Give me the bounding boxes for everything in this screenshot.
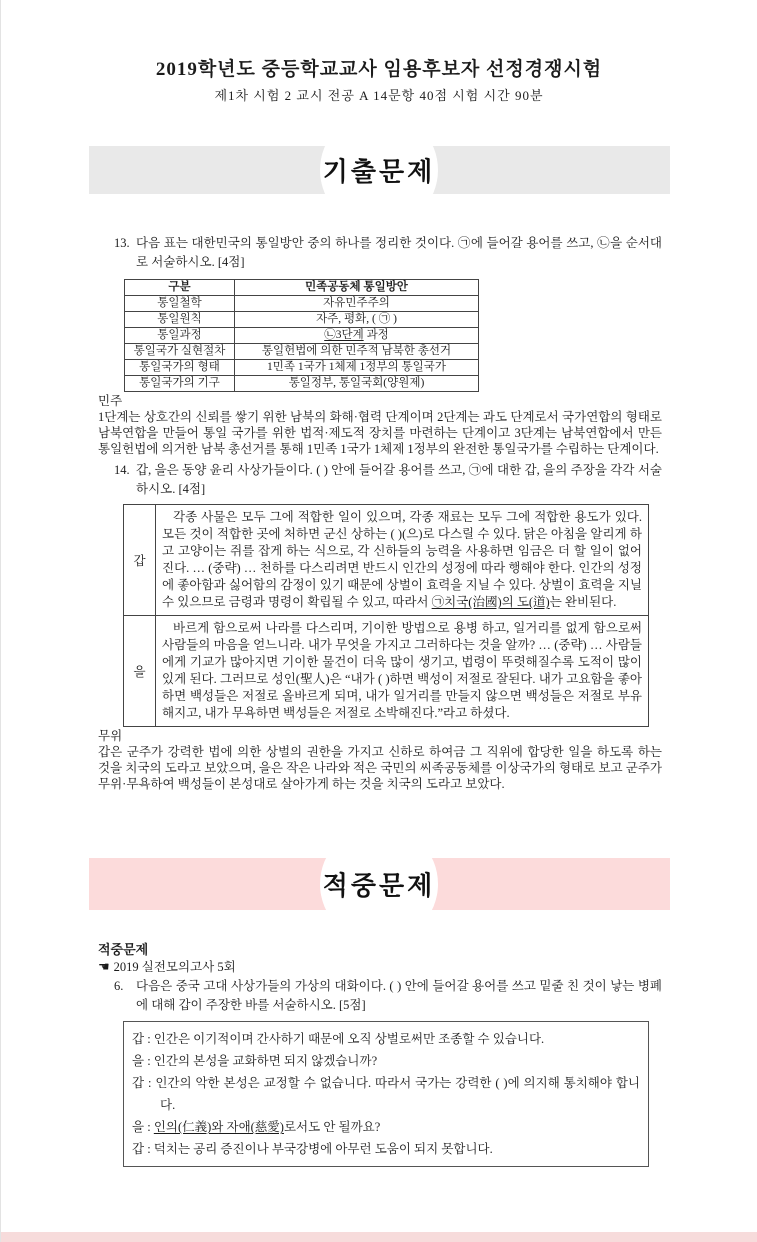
q13-answer-explanation: 1단계는 상호간의 신뢰를 쌓기 위한 남북의 화해·협력 단계이며 2단계는 과도 단계로서 국가연합의 형태로 남북연합을 만들어 통일 국가를 위한 법적·제도적 장치를 마련하는 단계이고 3단계는 남북연합에서 만든 통일헌법에 의거한 남북 총선거를 통해 1민족 1국가 1체제 1정부의 완전한 통일국가를 수립하는 단계이다.: [98, 410, 662, 456]
past-questions-banner-label: 기출문제: [322, 156, 436, 187]
dialogue-line: 을 : 인의(仁義)와 자애(慈愛)로서도 안 될까요?: [132, 1120, 381, 1134]
table-row: [125, 344, 479, 360]
row-label: 통일국가의 형태: [125, 360, 235, 376]
document-header: [1, 0, 757, 105]
question-13-number: 13.: [114, 236, 130, 250]
dialogue-line: 을 : 인간의 본성을 교화하면 되지 않겠습니까?: [132, 1054, 378, 1068]
question-14-number: 14.: [114, 463, 130, 477]
question-6-prompt: [114, 977, 662, 1015]
past-questions-banner: [89, 146, 670, 194]
passage-text-eul: 바르게 함으로써 나라를 다스리며, 기이한 방법으로 용병 하고, 일거리를 없게 함으로써 사람들의 마음을 얻느니라. 내가 무엇을 가지고 그러하다는 것을 알까? … (중략) … 사람들에게 기교가 많아지면 기이한 물건이 더욱 많이 생기고, 법령이 뚜렷해질수록 도적이 많이 있게 된다. 그러므로 성인(聖人)은 “내가 ( )하면 백성이 저절로 잘된다. 내가 고요함을 좋아하면 백성들은 저절로 올바르게 되며, 내가 일거리를 만들지 않으면 백성들은 저절로 부유 해지고, 내가 무욕하면 백성들은 저절로 소박해진다.”라고 하셨다.: [156, 616, 649, 727]
mock-exam-source-text: 2019 실전모의고사 5회: [113, 960, 236, 974]
dialogue-line: 갑 : 인간의 악한 본성은 교정할 수 없습니다. 따라서 국가는 강력한 ( )에 의지해 통치해야 합니다.: [132, 1076, 640, 1112]
row-value: 통일헌법에 의한 민주적 남북한 총선거: [235, 344, 479, 360]
row-value: ㉡3단계 과정: [235, 328, 479, 344]
q13-answer-term: 민주: [98, 394, 123, 408]
dialogue-line: 갑 : 인간은 이기적이며 간사하기 때문에 오직 상벌로써만 조종할 수 있습니다.: [132, 1032, 545, 1046]
row-label: 통일국가의 기구: [125, 376, 235, 392]
row-label: 통일원칙: [125, 312, 235, 328]
table-row: [125, 328, 479, 344]
row-value: 자주, 평화, ( ㉠ ): [235, 312, 479, 328]
footer-pink-strip: [1, 1232, 757, 1242]
predicted-questions-banner-label: 적중문제: [322, 870, 436, 901]
predicted-questions-banner: [89, 858, 670, 910]
table-row: [125, 360, 479, 376]
question-13-prompt: [114, 234, 662, 272]
question-6-prompt-text: 다음은 중국 고대 사상가들의 가상의 대화이다. ( ) 안에 들어갈 용어를 쓰고 밑줄 친 것이 낳는 병폐에 대해 갑이 주장한 바를 서술하시오. [5점]: [136, 979, 662, 1012]
passage-row-eul: [124, 616, 649, 727]
thinkers-passage-table: [123, 504, 649, 727]
table-row: [125, 296, 479, 312]
q14-answer-term: 무위: [98, 729, 123, 743]
mock-exam-source-line: [98, 959, 662, 975]
table-header-row: [125, 280, 479, 296]
question-6-number: 6.: [114, 979, 124, 993]
table-row: [125, 312, 479, 328]
row-value: 자유민주주의: [235, 296, 479, 312]
question-14-prompt: [114, 461, 662, 499]
row-label: 통일국가 실현절차: [125, 344, 235, 360]
dialogue-line: 갑 : 덕치는 공리 증진이나 부국강병에 아무런 도움이 되지 못합니다.: [132, 1142, 493, 1156]
document-title: 2019학년도 중등학교교사 임용후보자 선정경쟁시험: [155, 59, 603, 80]
unification-plan-table: [124, 279, 479, 392]
q14-answer-explanation: 갑은 군주가 강력한 법에 의한 상벌의 권한을 가지고 신하로 하여금 그 직위에 합당한 일을 하도록 하는 것을 치국의 도라고 보았으며, 을은 작은 나라와 적은 국민의 씨족공동체를 이상국가의 형태로 보고 군주가 무위·무욕하여 백성들이 본성대로 살아가게 하는 것을 치국의 도라고 보았다.: [98, 745, 662, 791]
row-label: 통일과정: [125, 328, 235, 344]
question-13-prompt-text: 다음 표는 대한민국의 통일방안 중의 하나를 정리한 것이다. ㉠에 들어갈 용어를 쓰고, ㉡을 순서대로 서술하시오. [4점]: [136, 236, 662, 269]
pointing-hand-icon: ☚: [98, 959, 110, 974]
row-label: 통일철학: [125, 296, 235, 312]
document-subtitle: 제1차 시험 2 교시 전공 A 14문항 40점 시험 시간 90분: [214, 88, 544, 103]
table-header-category: 구분: [125, 280, 235, 296]
content-area: [1, 234, 757, 792]
speaker-label-gap: 갑: [124, 505, 156, 616]
passage-row-gap: [124, 505, 649, 616]
predicted-section: [1, 942, 757, 1167]
dialogue-box: [123, 1021, 649, 1167]
table-row: [125, 376, 479, 392]
row-value: 통일정부, 통일국회(양원제): [235, 376, 479, 392]
table-header-plan: 민족공동체 통일방안: [235, 280, 479, 296]
row-value: 1민족 1국가 1체제 1정부의 통일국가: [235, 360, 479, 376]
passage-text-gap: 각종 사물은 모두 그에 적합한 일이 있으며, 각종 재료는 모두 그에 적합한 용도가 있다. 모든 것이 적합한 곳에 처하면 군신 상하는 ( )(으)로 다스릴 수 있다. 닭은 아침을 알리게 하고 고양이는 쥐를 잡게 하는 식으로, 각 신하들의 능력을 사용하면 임금은 더 할 일이 없어진다. … (중략) … 천하를 다스리려면 반드시 인간의 성정에 따라 행해야 한다. 인간의 성정에 좋아함과 싫어함의 감정이 있기 때문에 상벌이 효력을 지닐 수 있다. 상벌이 효력을 지닐 수 있으므로 금령과 명령이 확립될 수 있고, 따라서 ㉠치국(治國)의 도(道)는 완비된다.: [156, 505, 649, 616]
speaker-label-eul: 을: [124, 616, 156, 727]
question-14-prompt-text: 갑, 을은 동양 윤리 사상가들이다. ( ) 안에 들어갈 용어를 쓰고, ㉠에 대한 갑, 을의 주장을 각각 서술하시오. [4점]: [136, 463, 662, 496]
predicted-section-heading: 적중문제: [98, 942, 149, 957]
